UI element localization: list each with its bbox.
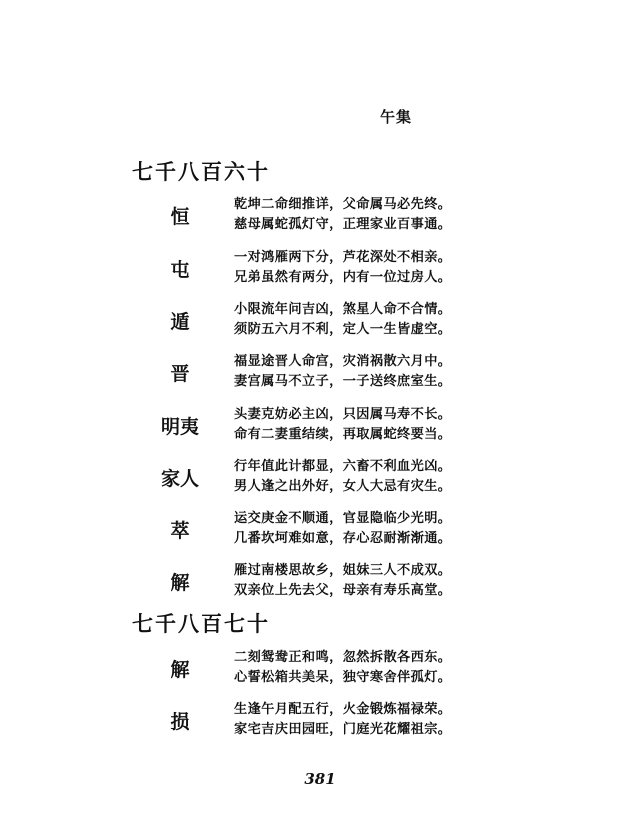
verse-entry [0,455,640,497]
verse-line: 兄弟虽然有两分，内有一位过房人。 [234,270,452,285]
verse-line: 生逢午月配五行，火金锻炼福禄荣。 [234,702,452,717]
section-title: 七千八百七十 [132,611,270,636]
hexagram-name: 明夷 [160,416,199,438]
verse-line: 运交庚金不顺通，官显隐临少光明。 [234,511,452,526]
running-head: 午集 [380,108,413,126]
verse-line: 乾坤二命细推详，父命属马必先终。 [234,197,452,212]
verse-line: 妻宫属马不立子，一子送终庶室生。 [234,374,452,389]
verse-entry [0,246,640,288]
hexagram-name: 遁 [170,311,190,333]
verse-line: 头妻克妨必主凶，只因属马寿不长。 [234,407,452,422]
verse-line: 双亲位上先去父，母亲有寿乐高堂。 [234,583,452,598]
verse-line: 一对鸿雁两下分，芦花深处不相亲。 [234,250,452,265]
hexagram-name: 晋 [170,363,190,385]
hexagram-name: 损 [170,711,190,733]
verse-line: 须防五六月不利，定人一生皆虚空。 [234,322,452,337]
verse-line: 家宅吉庆田园旺，门庭光花耀祖宗。 [234,722,452,737]
verse-entry [0,298,640,340]
hexagram-name: 萃 [170,520,190,542]
hexagram-name: 恒 [170,206,190,228]
hexagram-name: 解 [170,659,190,681]
verse-entry [0,559,640,601]
section-title: 七千八百六十 [132,159,270,184]
hexagram-name: 屯 [170,259,190,281]
verse-line: 小限流年问吉凶，煞星人命不合情。 [234,302,452,317]
verse-entry [0,646,640,688]
verse-entry [0,507,640,549]
verse-line: 命有二妻重结续，再取属蛇终要当。 [234,427,452,442]
verse-entry [0,350,640,392]
verse-line: 慈母属蛇孤灯守，正理家业百事通。 [234,217,452,232]
verse-line: 二刻鸳鸯正和鸣，忽然拆散各西东。 [234,650,452,665]
hexagram-name: 家人 [160,468,199,490]
verse-line: 心誓松箱共美呆，独守寒舍伴孤灯。 [234,670,452,685]
page-number: 381 [304,770,336,788]
hexagram-name: 解 [170,572,190,594]
verse-entry [0,193,640,235]
verse-entry [0,403,640,445]
verse-line: 雁过南楼思故乡，姐妹三人不成双。 [234,563,452,578]
verse-line: 福显途晋人命宫，灾消祸散六月中。 [234,354,452,369]
verse-line: 行年值此计都显，六畜不利血光凶。 [234,459,452,474]
verse-line: 男人逢之出外好，女人大忌有灾生。 [234,479,452,494]
verse-line: 几番坎坷难如意，存心忍耐渐渐通。 [234,531,452,546]
verse-entry [0,698,640,740]
